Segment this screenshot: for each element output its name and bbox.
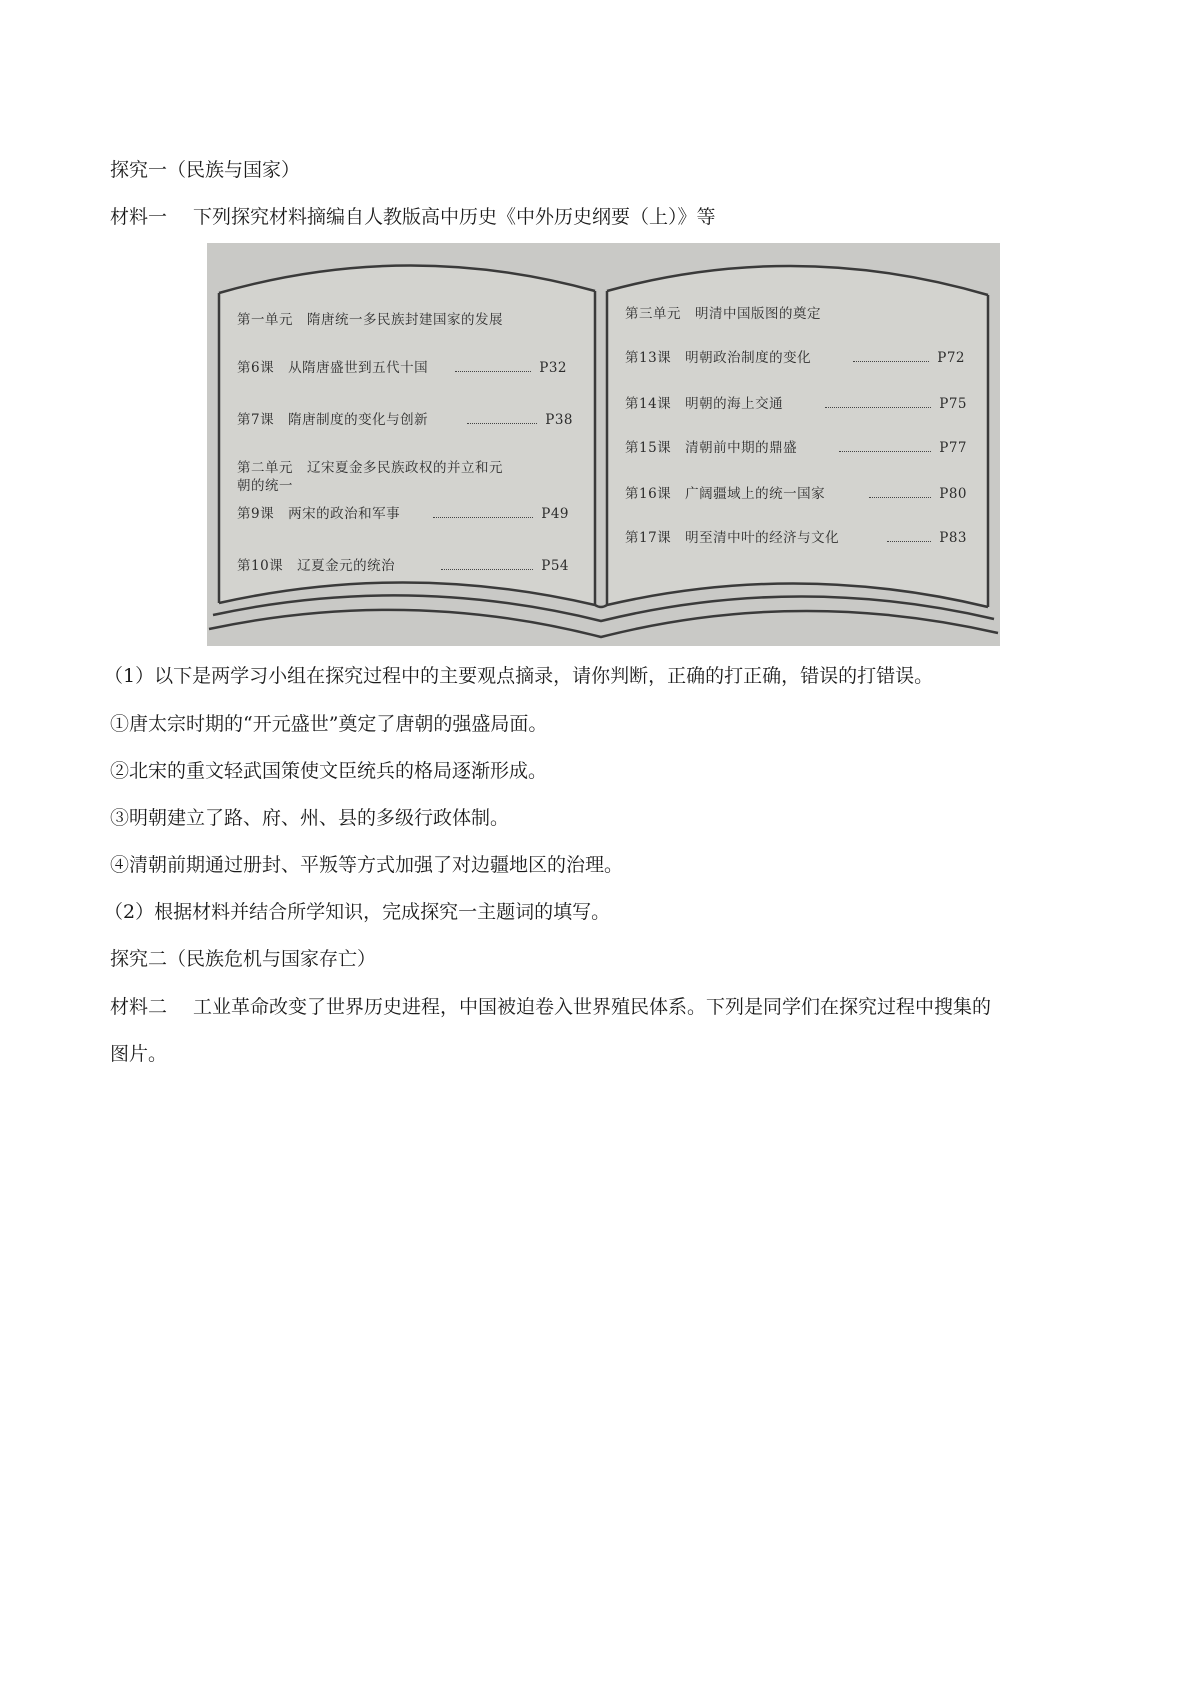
toc-lesson-10 [237, 557, 569, 575]
toc-lesson-9-page: P49 [541, 506, 569, 522]
textbook-toc-figure [207, 243, 1000, 646]
material-1 [110, 205, 716, 229]
toc-lesson-7 [237, 411, 573, 429]
material-2-text-line-1: 工业革命改变了世界历史进程，中国被迫卷入世界殖民体系。下列是同学们在探究过程中搜集的 [193, 996, 992, 1018]
toc-lesson-10-page: P54 [541, 558, 569, 574]
toc-lesson-7-title: 第7课 隋唐制度的变化与创新 [237, 412, 429, 428]
toc-lesson-15-title: 第15课 清朝前中期的鼎盛 [625, 440, 798, 456]
toc-unit-2-line-1: 第二单元 辽宋夏金多民族政权的并立和元 [237, 460, 503, 476]
heading-inquiry-1: 探究一（民族与国家） [110, 159, 301, 181]
toc-lesson-6 [237, 359, 567, 377]
toc-lesson-14 [625, 395, 967, 413]
heading-inquiry-2: 探究二（民族危机与国家存亡） [110, 948, 377, 970]
material-1-text: 下列探究材料摘编自人教版高中历史《中外历史纲要（上）》等 [193, 206, 716, 228]
toc-lesson-17-page: P83 [939, 530, 967, 546]
toc-unit-1: 第一单元 隋唐统一多民族封建国家的发展 [237, 312, 503, 328]
toc-lesson-14-page: P75 [939, 396, 967, 412]
toc-lesson-15 [625, 439, 967, 457]
material-1-label: 材料一 [110, 206, 168, 228]
toc-lesson-15-page: P77 [939, 440, 967, 456]
toc-unit-3: 第三单元 明清中国版图的奠定 [625, 306, 821, 322]
toc-lesson-16-title: 第16课 广阔疆域上的统一国家 [625, 486, 826, 502]
toc-lesson-9-title: 第9课 两宋的政治和军事 [237, 506, 401, 522]
toc-lesson-6-page: P32 [539, 360, 567, 376]
toc-unit-2-line-2: 朝的统一 [237, 478, 293, 494]
toc-lesson-17-title: 第17课 明至清中叶的经济与文化 [625, 530, 840, 546]
toc-lesson-6-title: 第6课 从隋唐盛世到五代十国 [237, 360, 429, 376]
material-2-text-line-2: 图片。 [110, 1043, 168, 1065]
material-2 [110, 995, 991, 1019]
toc-lesson-9 [237, 505, 569, 523]
toc-lesson-14-title: 第14课 明朝的海上交通 [625, 396, 784, 412]
statement-4: ④清朝前期通过册封、平叛等方式加强了对边疆地区的治理。 [110, 854, 624, 876]
toc-lesson-17 [625, 529, 967, 547]
statement-3: ③明朝建立了路、府、州、县的多级行政体制。 [110, 807, 510, 829]
toc-lesson-16 [625, 485, 967, 503]
statement-1: ①唐太宗时期的“开元盛世”奠定了唐朝的强盛局面。 [110, 713, 548, 735]
toc-lesson-13 [625, 349, 965, 367]
material-2-label: 材料二 [110, 996, 168, 1018]
toc-lesson-7-page: P38 [545, 412, 573, 428]
toc-lesson-13-title: 第13课 明朝政治制度的变化 [625, 350, 812, 366]
statement-2: ②北宋的重文轻武国策使文臣统兵的格局逐渐形成。 [110, 760, 548, 782]
toc-lesson-16-page: P80 [939, 486, 967, 502]
toc-lesson-13-page: P72 [937, 350, 965, 366]
question-1: （1）以下是两学习小组在探究过程中的主要观点摘录，请你判断，正确的打正确，错误的打错误。 [104, 665, 934, 687]
toc-unit-2 [237, 459, 503, 495]
question-2: （2）根据材料并结合所学知识，完成探究一主题词的填写。 [104, 901, 611, 923]
toc-lesson-10-title: 第10课 辽夏金元的统治 [237, 558, 396, 574]
